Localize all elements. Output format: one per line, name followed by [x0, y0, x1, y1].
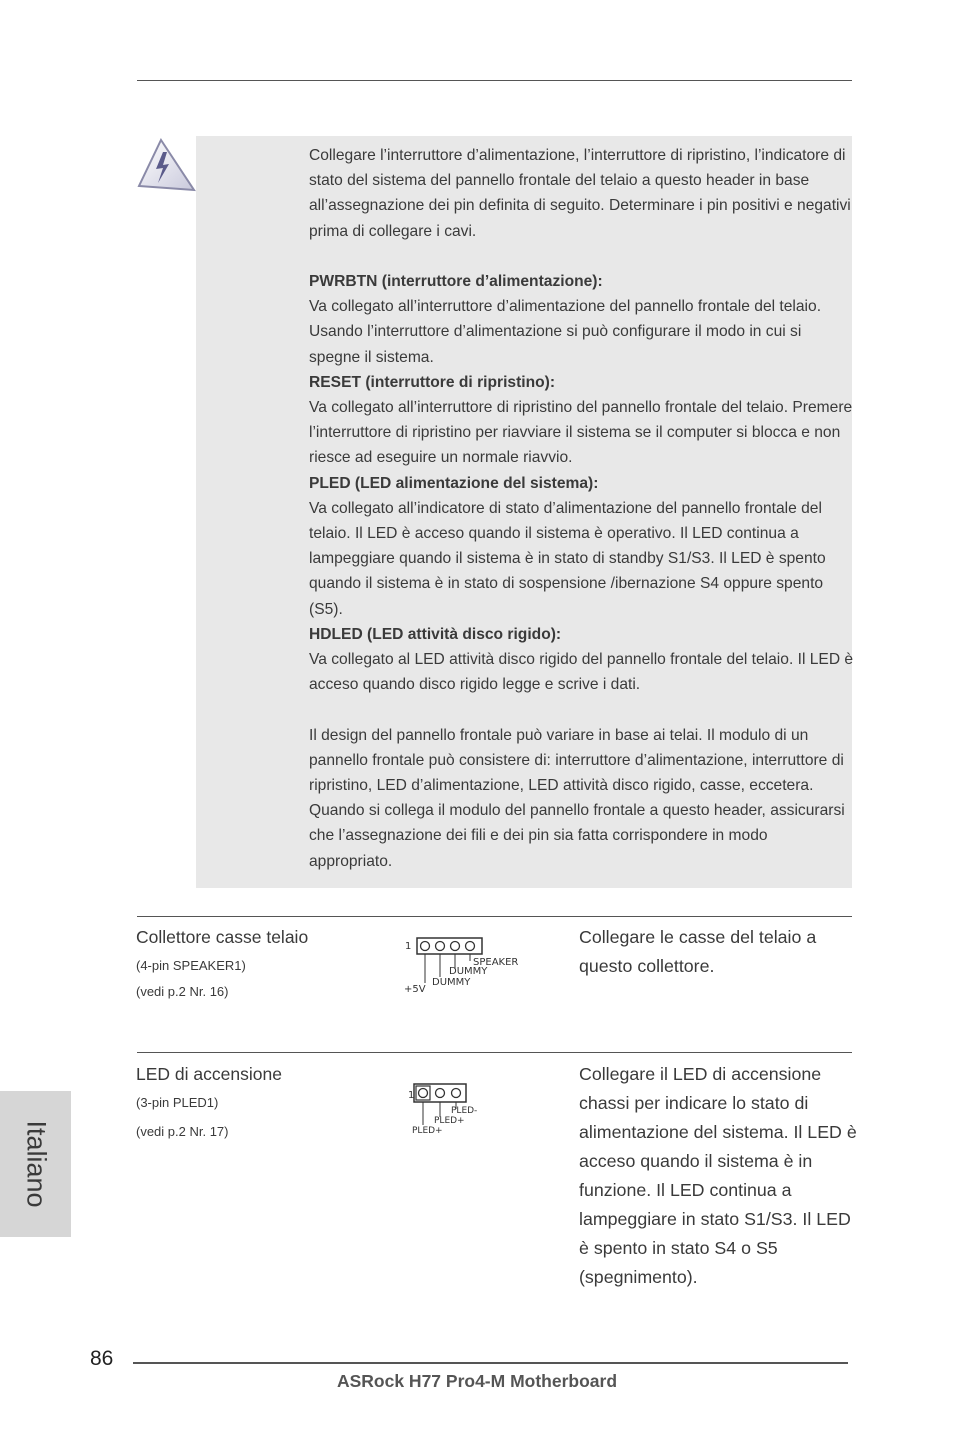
language-side-tab	[0, 1091, 71, 1237]
pled-title: PLED (LED alimentazione del sistema):	[309, 474, 599, 492]
note-text	[309, 143, 855, 874]
pled-page-ref: (vedi p.2 Nr. 17)	[136, 1124, 229, 1139]
reset-text: Va collegato all’interruttore di ripristino del pannello frontale del telaio. Premere l’interruttore di ripristino per riavviare il sistema se il computer si blocca e non riesce ad eseguire un normale riavvio.	[309, 399, 853, 467]
speaker-page-ref: (vedi p.2 Nr. 16)	[136, 984, 229, 999]
pled-section-title: LED di accensione	[136, 1064, 282, 1084]
reset-title: RESET (interruttore di ripristino):	[309, 373, 556, 391]
footer-rule	[133, 1362, 848, 1364]
pled-pin1-label: 1	[408, 1090, 415, 1101]
pled-description: Collegare il LED di accensione chassi per indicare lo stato di alimentazione del sistema. Il LED è acceso quando il sistema è in funzione. Il LED continua a lampeggiare in stato S1/S3. Il LED è spento in stato S4 o S5 (spegnimento).	[579, 1064, 857, 1287]
speaker-label-speaker: SPEAKER	[473, 957, 519, 968]
page-number: 86	[90, 1347, 114, 1370]
pled-label-plus1: PLED+	[434, 1116, 465, 1126]
speaker-description: Collegare le casse del telaio a questo collettore.	[579, 927, 817, 976]
pled-label-minus: PLED-	[451, 1106, 478, 1116]
note-closing: Il design del pannello frontale può variare in base ai telai. Il modulo di un pannello frontale può consistere di: interruttore d’alimentazione, interruttore di ripristino, LED d’alimentazione, LED attività disco rigido, casse, eccetera. Quando si collega il modulo del pannello frontale a questo header, assicurarsi che l’assegnazione dei fili e dei pin sia fatta corrispondere in modo appropriato.	[309, 726, 845, 870]
language-label: Italiano	[21, 1120, 51, 1208]
section-rule-pled	[137, 1052, 852, 1053]
footer-product: ASRock H77 Pro4-M Motherboard	[336, 1371, 618, 1391]
speaker-label-5v: +5V	[404, 984, 426, 995]
note-intro: Collegare l’interruttore d’alimentazione, l’interruttore di ripristino, l’indicatore di stato del sistema del pannello frontale del telaio a questo header in base all’assegnazione dei pin definita di seguito. Determinare i pin positivi e negativi prima di collegare i cavi.	[309, 147, 851, 240]
speaker-header-diagram	[403, 935, 533, 997]
pled-text: Va collegato all’indicatore di stato d’alimentazione del pannello frontale del telaio. Il LED è acceso quando il sistema è operativo. Il LED continua a lampeggiare quando il sistema è in stato di standby S1/S3. Il LED è spento quando il sistema è in stato di sospensione /ibernazione S4 oppure spento (S5).	[309, 499, 826, 618]
speaker-title: Collettore casse telaio	[136, 927, 309, 947]
warning-icon	[136, 138, 198, 194]
top-rule	[137, 80, 852, 81]
hdled-text: Va collegato al LED attività disco rigido del pannello frontale del telaio. Il LED è acceso quando disco rigido legge e scrive i dati.	[309, 651, 854, 694]
pled-pin-info: (3-pin PLED1)	[136, 1095, 219, 1110]
hdled-title: HDLED (LED attività disco rigido):	[309, 625, 562, 643]
speaker-pin-info: (4-pin SPEAKER1)	[136, 958, 246, 973]
speaker-label-dummy2: DUMMY	[432, 977, 471, 988]
section-rule-speaker	[137, 916, 852, 917]
pled-header-diagram	[408, 1081, 498, 1139]
pwrbtn-title: PWRBTN (interruttore d’alimentazione):	[309, 273, 603, 290]
pwrbtn-text: Va collegato all’interruttore d’alimentazione del pannello frontale del telaio. Usando l’interruttore d’alimentazione si può configurare il modo in cui si spegne il sistema.	[309, 298, 822, 366]
speaker-pin1-label: 1	[405, 941, 412, 952]
pled-label-plus2: PLED+	[412, 1126, 443, 1136]
speaker-label-dummy1: DUMMY	[449, 966, 488, 977]
